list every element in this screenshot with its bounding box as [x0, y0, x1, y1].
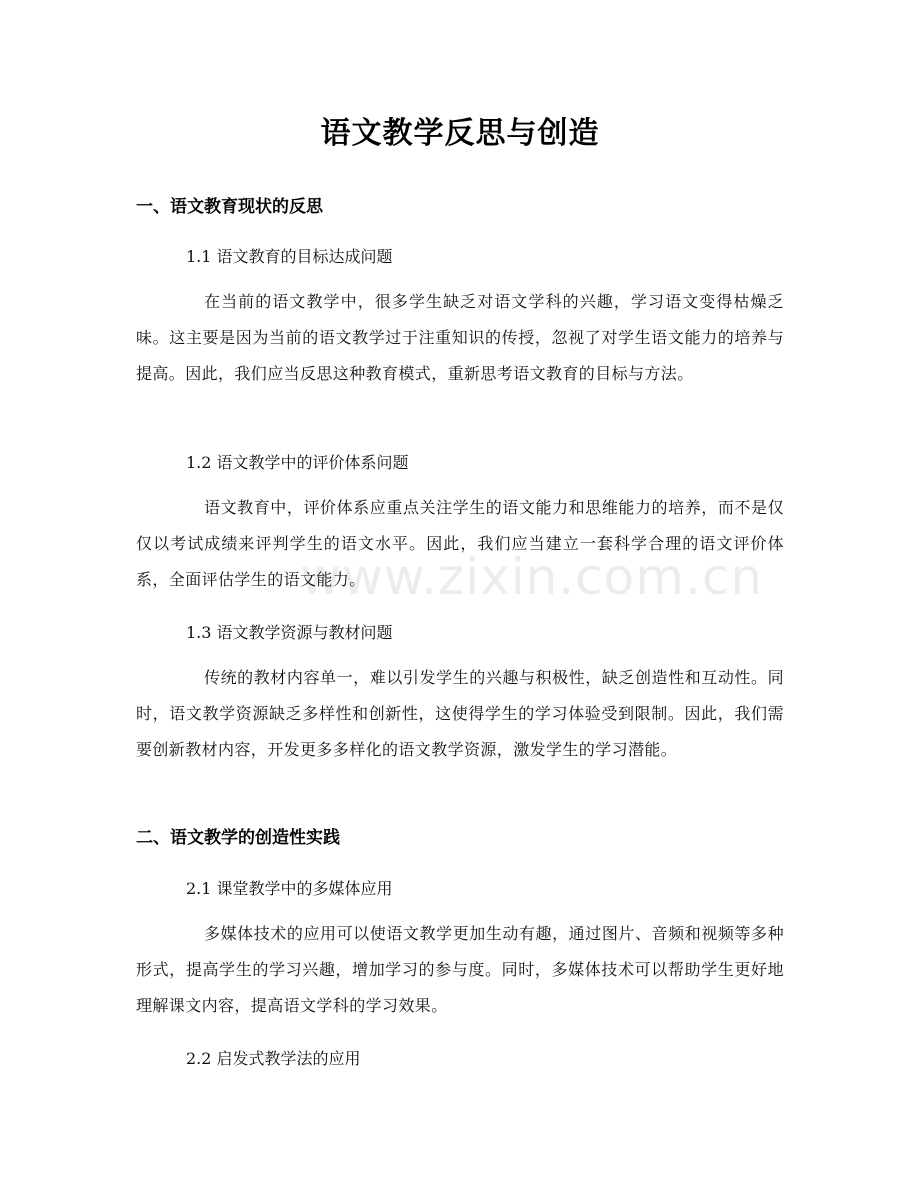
document-title: 语文教学反思与创造: [320, 116, 600, 151]
section-heading-1: 一、语文教育现状的反思: [136, 197, 323, 217]
paragraph-1-1: 在当前的语文教学中，很多学生缺乏对语文学科的兴趣，学习语文变得枯燥乏味。这主要是因为当前的语文教学过于注重知识的传授，忽视了对学生语文能力的培养与提高。因此，我们应当反思这种教育模式，重新思考语文教育的目标与方法。: [136, 292, 784, 383]
watermark: www.zixin.com.cn: [300, 548, 764, 606]
paragraph-1-2: 语文教育中，评价体系应重点关注学生的语文能力和思维能力的培养，而不是仅仅以考试成绩来评判学生的语文水平。因此，我们应当建立一套科学合理的语文评价体系，全面评估学生的语文能力。: [136, 498, 784, 589]
section-heading-2: 二、语文教学的创造性实践: [136, 828, 340, 848]
subsection-heading-1-2: 1.2 语文教学中的评价体系问题: [186, 453, 409, 472]
subsection-heading-2-1: 2.1 课堂教学中的多媒体应用: [186, 879, 393, 898]
subsection-heading-2-2: 2.2 启发式教学法的应用: [186, 1049, 361, 1068]
paragraph-1-3: 传统的教材内容单一，难以引发学生的兴趣与积极性，缺乏创造性和互动性。同时，语文教学资源缺乏多样性和创新性，这使得学生的学习体验受到限制。因此，我们需要创新教材内容，开发更多多样化的语文教学资源，激发学生的学习潜能。: [136, 668, 784, 759]
subsection-heading-1-3: 1.3 语文教学资源与教材问题: [186, 623, 393, 642]
subsection-heading-1-1: 1.1 语文教育的目标达成问题: [186, 247, 393, 266]
paragraph-2-1: 多媒体技术的应用可以使语文教学更加生动有趣，通过图片、音频和视频等多种形式，提高学生的学习兴趣，增加学习的参与度。同时，多媒体技术可以帮助学生更好地理解课文内容，提高语文学科的学习效果。: [136, 924, 784, 1015]
